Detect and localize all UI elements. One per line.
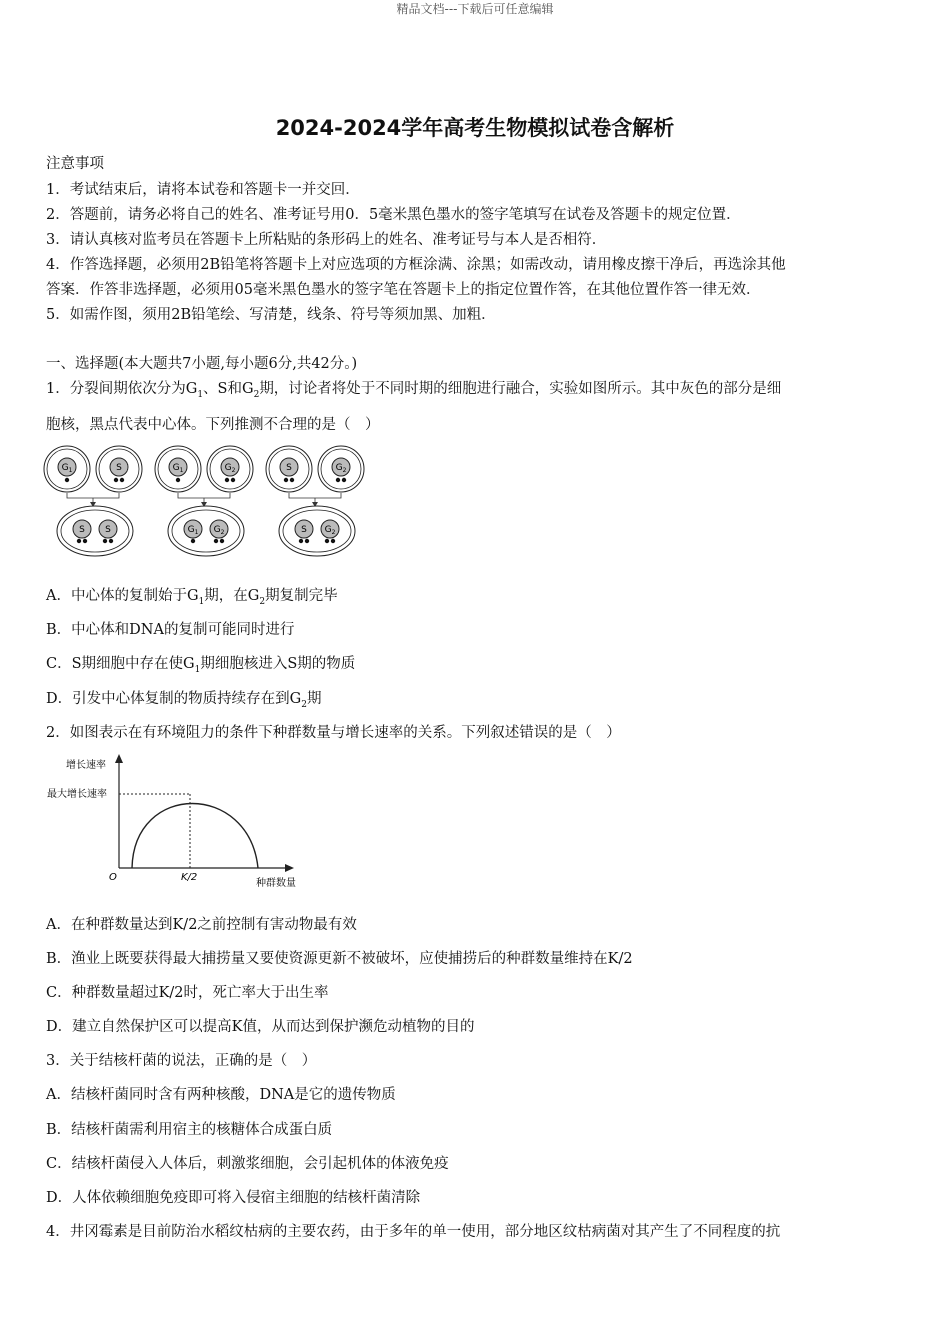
centrosome-dot <box>176 478 180 482</box>
centrosome-dot <box>305 539 309 543</box>
growth-rate-chart <box>44 752 314 897</box>
page-title: 2024-2024学年高考生物模拟试卷含解析 <box>275 116 675 140</box>
centrosome-dot <box>299 539 303 543</box>
centrosome-dot <box>342 478 346 482</box>
notice-item: 答案．作答非选择题，必须用05毫米黑色墨水的签字笔在答题卡上的指定位置作答，在其他位置作答一律无效． <box>46 282 761 298</box>
centrosome-dot <box>284 478 288 482</box>
nucleus-label: S <box>301 525 307 535</box>
centrosome-dot <box>225 478 229 482</box>
connector-line <box>289 493 341 498</box>
nucleus-label: $G_2$ <box>224 463 236 474</box>
centrosome-dot <box>220 539 224 543</box>
centrosome-dot <box>214 539 218 543</box>
notice-item: 1．考试结束后，请将本试卷和答题卡一并交回． <box>46 182 360 198</box>
q2-option-d[interactable]: D．建立自然保护区可以提高K值，从而达到保护濒危动植物的目的 <box>46 1019 475 1035</box>
connector-line <box>67 493 119 498</box>
centrosome-dot <box>77 539 81 543</box>
centrosome-dot <box>120 478 124 482</box>
centrosome-dot <box>109 539 113 543</box>
centrosome-dot <box>231 478 235 482</box>
centrosome-dot <box>325 539 329 543</box>
section-heading: 一、选择题(本大题共7小题,每小题6分,共42分。) <box>46 356 358 372</box>
centrosome-dot <box>83 539 87 543</box>
q2-option-c[interactable]: C．种群数量超过K/2时，死亡率大于出生率 <box>46 985 329 1001</box>
q3-option-b[interactable]: B．结核杆菌需利用宿主的核糖体合成蛋白质 <box>46 1122 333 1138</box>
nucleus-label: S <box>286 463 292 473</box>
centrosome-dot <box>65 478 69 482</box>
max-rate-label: 最大增长速率 <box>47 789 107 800</box>
q1-stem: 1．分裂间期依次分为$G_1$、S和$G_2$期，讨论者将处于不同时期的细胞进行融合，实验如图所示。其中灰色的部分是细 <box>46 381 782 400</box>
nucleus-label: S <box>79 525 85 535</box>
page-header: 精品文档---下载后可任意编辑 <box>396 2 554 16</box>
centrosome-dot <box>191 539 195 543</box>
q3-option-d[interactable]: D．人体依赖细胞免疫即可将入侵宿主细胞的结核杆菌清除 <box>46 1190 421 1206</box>
q2-option-b[interactable]: B．渔业上既要获得最大捕捞量又要使资源更新不被破坏，应使捕捞后的种群数量维持在K/2 <box>46 951 633 967</box>
nucleus-label: S <box>105 525 111 535</box>
q2-option-a[interactable]: A．在种群数量达到K/2之前控制有害动物最有效 <box>46 917 357 933</box>
q3-option-c[interactable]: C．结核杆菌侵入人体后，刺激浆细胞，会引起机体的体液免疫 <box>46 1156 449 1172</box>
nucleus-label: $G_1$ <box>172 463 184 474</box>
q1-option-a[interactable]: A．中心体的复制始于$G_1$期，在$G_2$期复制完毕 <box>46 588 338 607</box>
growth-curve <box>132 804 258 869</box>
x-axis-label: 种群数量 <box>256 878 296 889</box>
nucleus-label: $G_2$ <box>324 525 336 536</box>
centrosome-dot <box>331 539 335 543</box>
centrosome-dot <box>103 539 107 543</box>
q4-stem: 4．井冈霉素是目前防治水稻纹枯病的主要农药，由于多年的单一使用，部分地区纹枯病菌对其产生了不同程度的抗 <box>46 1224 781 1240</box>
q3-option-a[interactable]: A．结核杆菌同时含有两种核酸，DNA是它的遗传物质 <box>46 1087 396 1103</box>
nucleus-label: $G_2$ <box>213 525 225 536</box>
centrosome-dot <box>290 478 294 482</box>
centrosome-dot <box>114 478 118 482</box>
y-axis-label: 增长速率 <box>66 760 106 771</box>
q1-stem-line2: 胞核，黑点代表中心体。下列推测不合理的是（ ） <box>46 417 380 433</box>
nucleus-label: $G_1$ <box>61 463 73 474</box>
notice-heading: 注意事项 <box>46 156 104 172</box>
connector-line <box>178 493 230 498</box>
nucleus-label: S <box>116 463 122 473</box>
notice-item: 3．请认真核对监考员在答题卡上所粘贴的条形码上的姓名、准考证号与本人是否相符． <box>46 232 607 248</box>
notice-item: 4．作答选择题，必须用2B铅笔将答题卡上对应选项的方框涂满、涂黑；如需改动，请用橡皮擦干净后，再选涂其他 <box>46 257 786 273</box>
fused-cell <box>57 506 133 556</box>
notice-item: 5．如需作图，须用2B铅笔绘、写清楚，线条、符号等须加黑、加粗． <box>46 307 496 323</box>
q3-stem: 3．关于结核杆菌的说法，正确的是（ ） <box>46 1053 317 1069</box>
fused-cell <box>279 506 355 556</box>
fused-cell <box>168 506 244 556</box>
notice-item: 2．答题前，请务必将自己的姓名、准考证号用0．5毫米黑色墨水的签字笔填写在试卷及答题卡的规定位置． <box>46 207 741 223</box>
nucleus-label: $G_2$ <box>335 463 347 474</box>
q1-option-b[interactable]: B．中心体和DNA的复制可能同时进行 <box>46 622 295 638</box>
origin-label: O <box>109 872 117 883</box>
q1-option-d[interactable]: D．引发中心体复制的物质持续存在到$G_2$期 <box>46 691 322 710</box>
k-half-label: K/2 <box>181 872 198 883</box>
q2-stem: 2．如图表示在有环境阻力的条件下种群数量与增长速率的关系。下列叙述错误的是（ ） <box>46 725 621 741</box>
nucleus-label: $G_1$ <box>187 525 199 536</box>
x-axis-arrow <box>285 864 294 872</box>
q1-option-c[interactable]: C．S期细胞中存在使$G_1$期细胞核进入S期的物质 <box>46 656 356 675</box>
centrosome-dot <box>336 478 340 482</box>
y-axis-arrow <box>115 754 123 763</box>
cell-fusion-figure <box>42 443 372 558</box>
